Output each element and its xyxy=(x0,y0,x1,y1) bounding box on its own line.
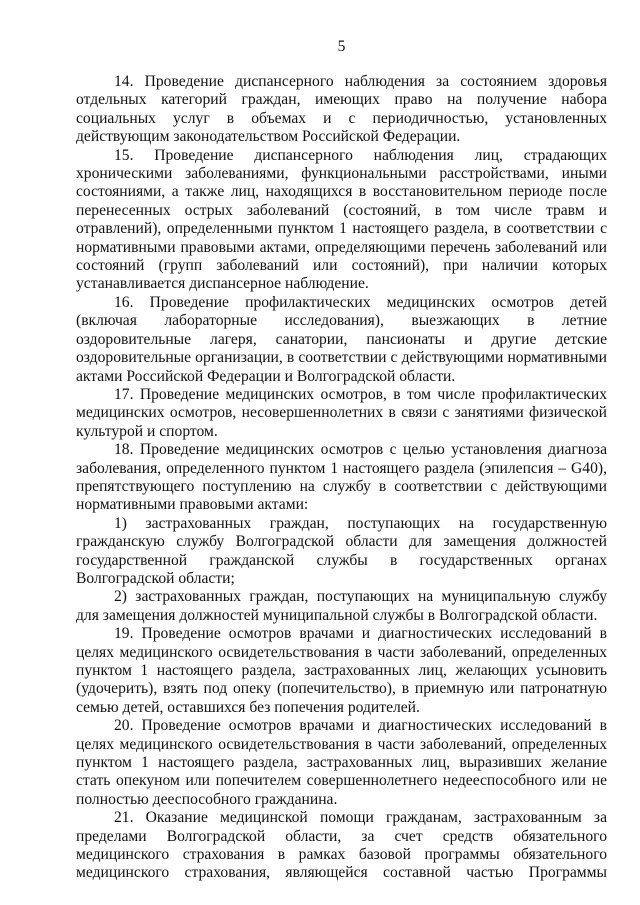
paragraph-21: 21. Оказание медицинской помощи гражданам, застрахованным за пределами Волгоградской области, за счет средств обязательного медицинского страхования в рамках базовой программы обязательного медицинского страхования, являющейся составной частью Программы xyxy=(76,809,607,882)
paragraph-14: 14. Проведение диспансерного наблюдения за состоянием здоровья отдельных категорий граждан, имеющих право на получение набора социальных услуг в объемах и с периодичностью, установленных действующим законодательством Российской Федерации. xyxy=(76,73,607,146)
paragraph-16: 16. Проведение профилактических медицинских осмотров детей (включая лабораторные исследования), выезжающих в летние оздоровительные лагеря, санатории, пансионаты и другие детские оздоровительные организации, в соответствии с действующими нормативными актами Российской Федерации и Волгоградской области. xyxy=(76,293,607,385)
paragraph-18-item-2: 2) застрахованных граждан, поступающих на муниципальную службу для замещения должностей муниципальной службы в Волгоградской области. xyxy=(76,588,607,624)
paragraph-18-item-1: 1) застрахованных граждан, поступающих на государственную гражданскую службу Волгоградской области для замещения должностей государственной гражданской службы в государственных органах Волгоградской области; xyxy=(76,514,607,587)
paragraph-17: 17. Проведение медицинских осмотров, в том числе профилактических медицинских осмотров, несовершеннолетних в связи с занятиями физической культурой и спортом. xyxy=(76,385,607,440)
paragraph-19: 19. Проведение осмотров врачами и диагностических исследований в целях медицинского освидетельствования в части заболеваний, определенных пунктом 1 настоящего раздела, застрахованных лиц, желающих усыновить (удочерить), взять под опеку (попечительство), в приемную или патронатную семью детей, оставшихся без попечения родителей. xyxy=(76,625,607,716)
paragraph-18: 18. Проведение медицинских осмотров с целью установления диагноза заболевания, определенного пунктом 1 настоящего раздела (эпилепсия – G40), препятствующего поступлению на службу в соответствии с действующими нормативными правовыми актами: xyxy=(76,441,607,514)
paragraph-15: 15. Проведение диспансерного наблюдения лиц, страдающих хроническими заболеваниями, функциональными расстройствами, иными состояниями, а также лиц, находящихся в восстановительном периоде после перенесенных острых заболеваний (состояний, в том числе травм и отравлений), определенными пунктом 1 настоящего раздела, в соответствии с нормативными правовыми актами, определяющими перечень заболеваний или состояний (групп заболеваний или состояний), при наличии которых устанавливается диспансерное наблюдение. xyxy=(76,146,607,293)
paragraph-20: 20. Проведение осмотров врачами и диагностических исследований в целях медицинского освидетельствования в части заболеваний, определенных пунктом 1 настоящего раздела, застрахованных лиц, выразивших желание стать опекуном или попечителем совершеннолетнего недееспособного или не полностью дееспособного гражданина. xyxy=(76,717,607,808)
document-body xyxy=(76,73,607,883)
page-number: 5 xyxy=(337,38,346,55)
